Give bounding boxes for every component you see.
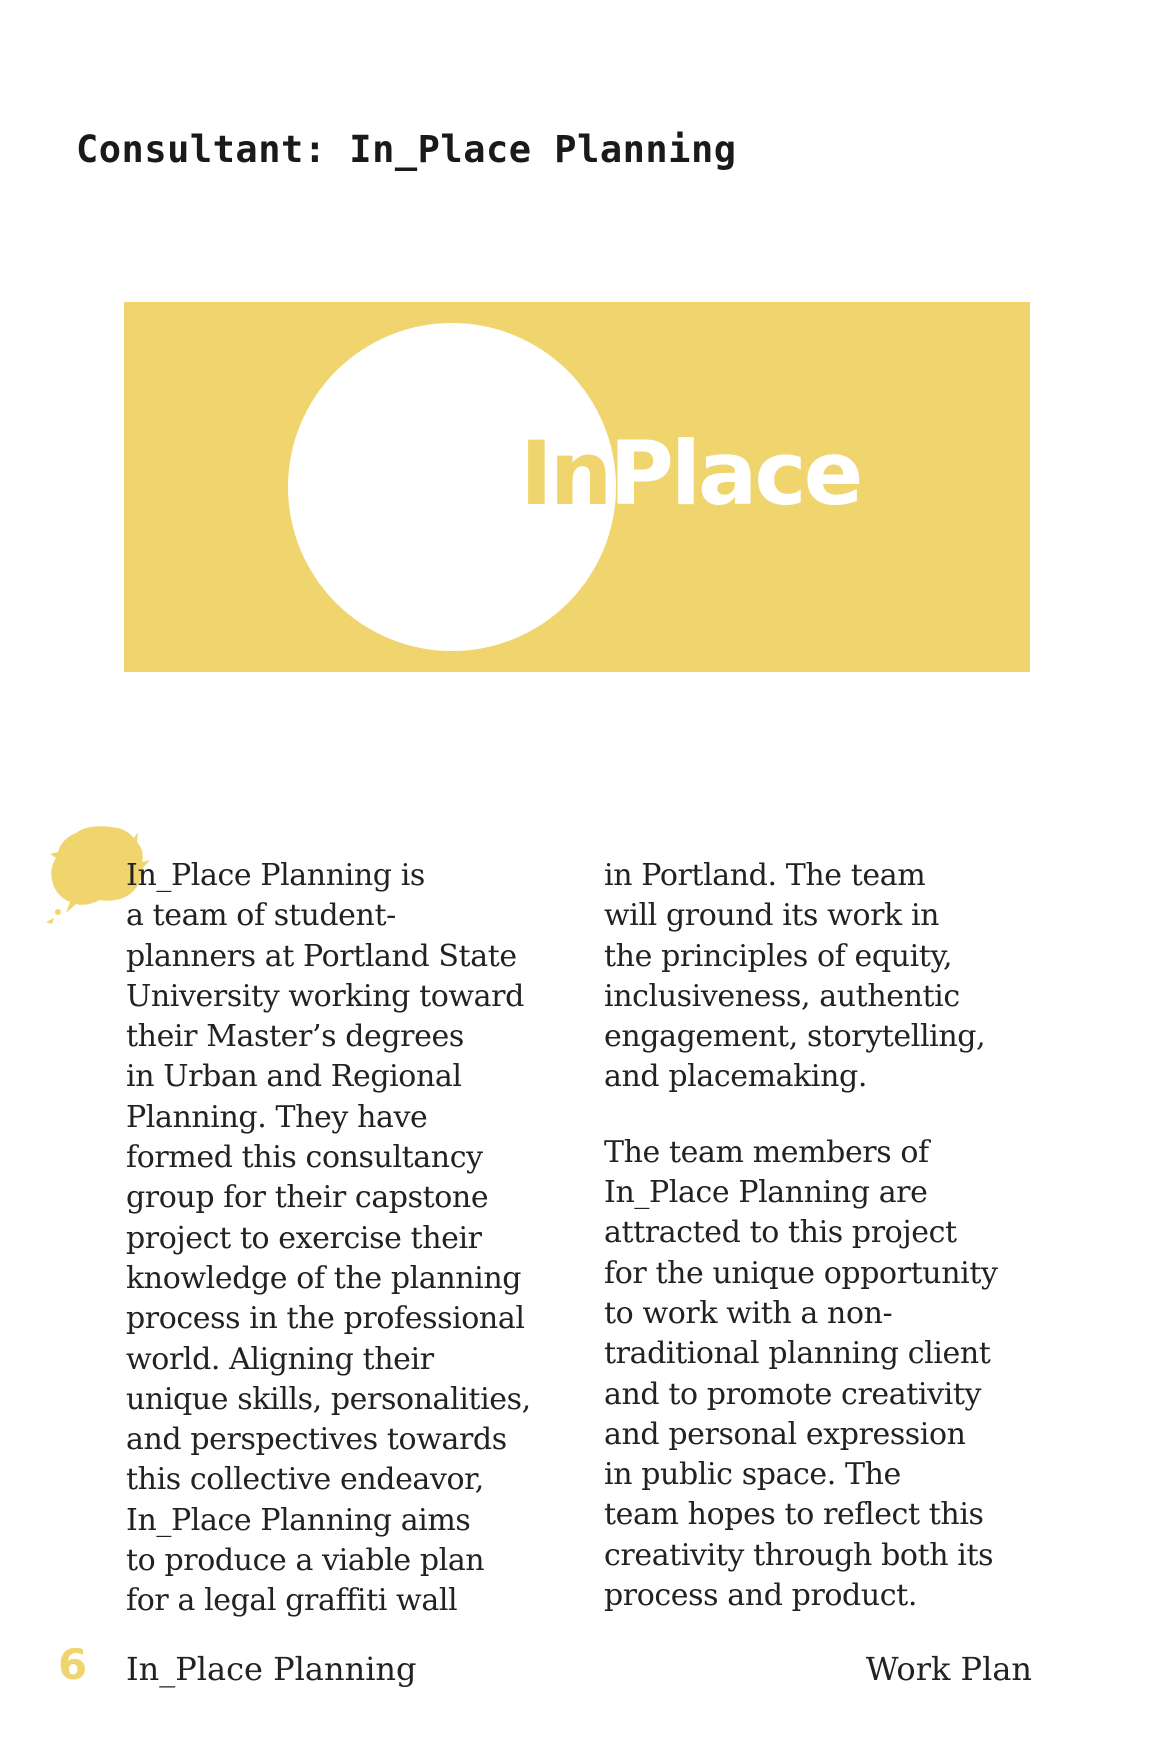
- paragraph: The team members of In_Place Planning are attracted to this project for the unique opportunity to work with a non- traditional planning client and to promote creativity and personal expression in public space. The team hopes to reflect this creativity through both its process and product.: [604, 1134, 998, 1614]
- page-heading: Consultant: In_Place Planning: [76, 128, 737, 171]
- logo-banner: [124, 302, 1030, 672]
- footer-document-title: Work Plan: [865, 1650, 1032, 1688]
- logo-word-in: In: [520, 422, 610, 525]
- footer-consultant-name: In_Place Planning: [126, 1650, 417, 1688]
- paragraph: In_Place Planning is a team of student- planners at Portland State University working toward their Master’s degrees in Urban and Regional Planning. They have formed this consultancy group for their capstone project to exercise their knowledge of the planning process in the professional world. Aligning their unique skills, personalities, and perspectives towards this collective endeavor, In_Place Planning aims to produce a viable plan for a legal graffiti wall: [126, 858, 531, 1619]
- paragraph: in Portland. The team will ground its work in the principles of equity, inclusiveness, authentic engagement, storytelling, and placemaking.: [604, 858, 986, 1095]
- page-number: 6: [58, 1640, 88, 1689]
- logo-wordmark: [520, 422, 861, 525]
- text-column-right: [604, 856, 1034, 1616]
- text-column-left: [126, 856, 566, 1622]
- logo-word-place: Place: [609, 422, 861, 525]
